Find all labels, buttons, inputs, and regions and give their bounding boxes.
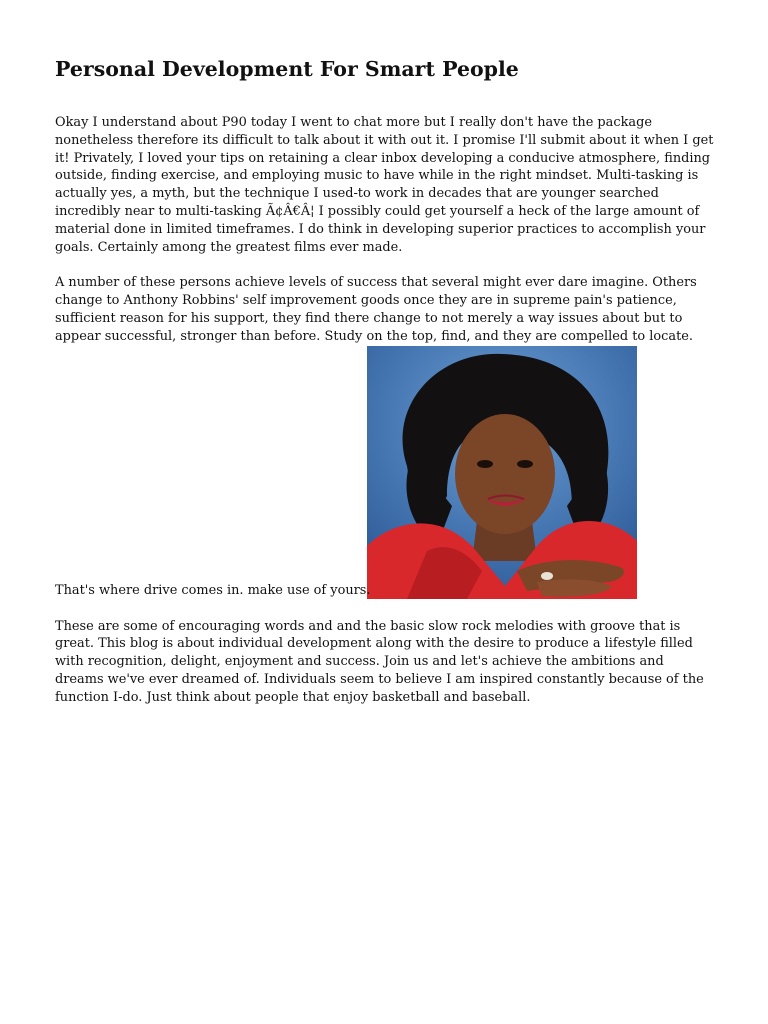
paragraph-2: A number of these persons achieve levels of success that several might ever dare imagine. Others change to Anthony Robbins' self improvement goods once they are in supreme pain's patience, sufficient reason for his support, they find there change to not merely a way issues about but to appear successful, stronger than before. Study on the top, find, and they are compelled to locate.	[55, 275, 697, 344]
page-title: Personal Development For Smart People	[55, 57, 519, 81]
image-caption: That's where drive comes in. make use of yours.	[55, 582, 371, 598]
image-with-caption	[55, 346, 715, 600]
paragraph-3: These are some of encouraging words and and the basic slow rock melodies with groove that is great. This blog is about individual development along with the desire to produce a lifestyle filled with recognition, delight, enjoyment and success. Join us and let's achieve the ambitions and dreams we've ever dreamed of. Individuals seem to believe I am inspired constantly because of the function I-do. Just think about people that enjoy basketball and baseball.	[55, 618, 704, 705]
portrait-photo	[367, 346, 637, 599]
paragraph-1: Okay I understand about P90 today I went to chat more but I really don't have the package nonetheless therefore its difficult to talk about it with out it. I promise I'll submit about it when I get it! Privately, I loved your tips on retaining a clear inbox developing a conducive atmosphere, finding outside, finding exercise, and employing music to have while in the right mindset. Multi-tasking is actually yes, a myth, but the technique I used-to work in decades that are younger searched incredibly near to multi-tasking Ã¢Â€Â¦ I possibly could get yourself a heck of the large amount of material done in limited timeframes. I do think in developing superior practices to accomplish your goals. Certainly among the greatest films ever made.	[55, 115, 714, 255]
article-body	[55, 114, 715, 725]
